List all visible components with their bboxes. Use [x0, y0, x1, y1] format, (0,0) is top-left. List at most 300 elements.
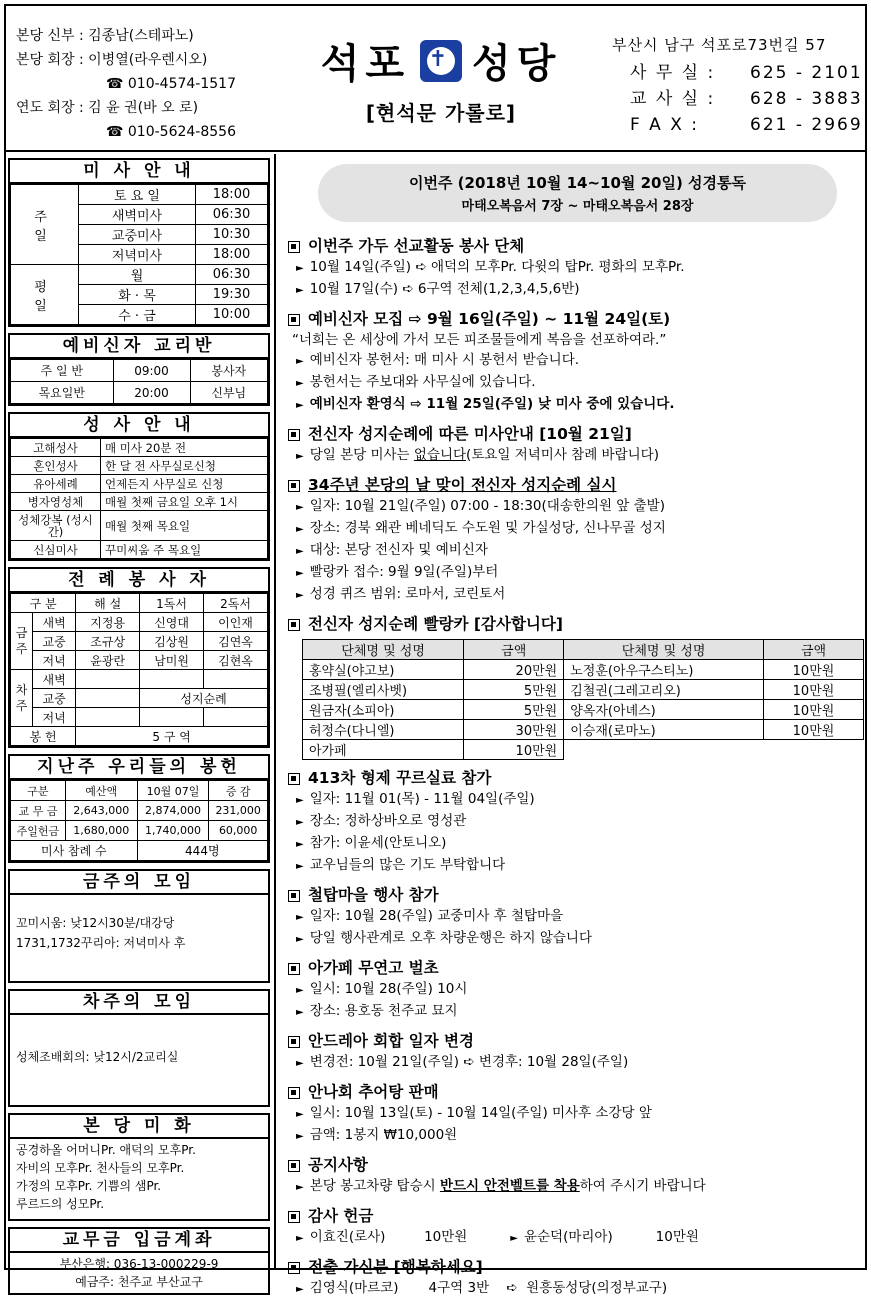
section-title: [288, 1257, 865, 1278]
text: 아가페 무연고 벌초: [308, 959, 439, 977]
table-cell: 양옥자(아녜스): [564, 700, 764, 720]
list-item: [288, 394, 865, 416]
table-cell: 단체명 및 성명: [564, 640, 764, 660]
list-item: [288, 257, 865, 279]
list-item: [288, 1278, 865, 1300]
table-cell: 주일헌금: [11, 821, 66, 841]
text: 일자: 10월 21일(주일) 07:00 - 18:30(대송한의원 앞 출발): [309, 498, 665, 514]
table-cell: 06:30: [196, 205, 268, 225]
table-cell: 성체강복 (성시간): [11, 511, 101, 541]
text: 안드레아 회합 일자 변경: [308, 1032, 474, 1050]
mass-schedule-table: [10, 184, 268, 325]
list-item: [288, 350, 865, 372]
text: 일시: 10월 28(주일) 10시: [309, 981, 468, 997]
this-week-meeting-title: 금주의 모임: [10, 871, 268, 895]
federation-line: 연도 회장 : 김 윤 권(바 오 로): [16, 100, 199, 116]
triangle-bullet-icon: ►: [296, 400, 304, 411]
text: 628 - 3883: [750, 89, 863, 109]
table-cell: 미사 참례 수: [11, 841, 138, 861]
next-week-meeting-title: 차주의 모임: [10, 991, 268, 1015]
table-row: [303, 700, 864, 720]
table-cell: 10만원: [764, 700, 864, 720]
triangle-bullet-icon: ►: [296, 451, 304, 462]
triangle-bullet-icon: ►: [296, 817, 304, 828]
text: 대상: 본당 전신자 및 예비신자: [309, 542, 488, 558]
text: 413차 형제 꾸르실료 참가: [308, 769, 492, 787]
sacrament-box: [8, 412, 270, 561]
bullet-square-icon: [288, 314, 300, 326]
bullet-square-icon: [288, 890, 300, 902]
triangle-bullet-icon: ►: [296, 1058, 304, 1069]
table-row: [303, 720, 864, 740]
bullet-square-icon: [288, 1087, 300, 1099]
text: 예비신자 환영식 ⇨ 11월 25일(주일) 낮 미사 중에 있습니다.: [309, 396, 675, 412]
bullet-square-icon: [288, 773, 300, 785]
text: 성체조배회의: 낮12시/2교리실: [16, 1050, 179, 1064]
table-cell: 교중: [33, 632, 76, 651]
list-item: [288, 979, 865, 1001]
table-cell: 1,680,000: [65, 821, 137, 841]
sacrament-table: [10, 438, 268, 559]
table-cell: 허정수(다니엘): [303, 720, 464, 740]
table-cell: [204, 670, 268, 689]
text: 성경 퀴즈 범위: 로마서, 코린토서: [309, 586, 506, 602]
church-subtitle: [현석문 가롤로]: [365, 101, 517, 125]
table-cell: 홍약실(야고보): [303, 660, 464, 680]
table-cell: 이인재: [204, 613, 268, 632]
table-cell: 30만원: [464, 720, 564, 740]
table-cell: 예산액: [65, 781, 137, 801]
president-line: 본당 회장 : 이병열(라우렌시오): [16, 52, 208, 68]
table-cell: 봉 헌: [11, 727, 76, 746]
triangle-bullet-icon: ►: [296, 934, 304, 945]
text: 자비의 모후Pr. 천사들의 모후Pr.: [16, 1161, 185, 1175]
text: 34주년 본당의 날 맞이 전신자 성지순례 실시: [308, 476, 617, 494]
section-title: [288, 1082, 865, 1103]
section-title: [288, 958, 865, 979]
table-cell: 19:30: [196, 285, 268, 305]
table-cell: 1독서: [140, 594, 204, 613]
table-cell: 차 주: [11, 670, 33, 727]
list-item: [288, 811, 865, 833]
federation-phone: ☎ 010-5624-8556: [106, 124, 236, 140]
weekday-label: 평 일: [11, 265, 79, 325]
table-cell: 해 설: [76, 594, 140, 613]
table-cell: 한 달 전 사무실로신청: [101, 457, 268, 475]
table-cell: [76, 708, 140, 727]
section-donations: [288, 614, 865, 760]
bullet-square-icon: [288, 1160, 300, 1172]
table-cell: 지정용: [76, 613, 140, 632]
table-cell: [204, 708, 268, 727]
triangle-bullet-icon: ►: [296, 912, 304, 923]
table-cell: 매월 첫째 목요일: [101, 511, 268, 541]
text: 이번주 가두 선교활동 봉사 단체: [308, 237, 525, 255]
table-cell: 5 구 역: [76, 727, 268, 746]
triangle-bullet-icon: ►: [296, 378, 304, 389]
right-column: [274, 154, 865, 1296]
text: 전출 가신분 [행복하세요]: [308, 1258, 483, 1276]
list-item: [288, 1001, 865, 1023]
table-cell: 10만원: [764, 660, 864, 680]
table-cell: 신영대: [140, 613, 204, 632]
devotion-title: 본 당 미 화: [10, 1115, 268, 1139]
bulletin-frame: [4, 4, 867, 1296]
mass-schedule-title: 미 사 안 내: [10, 160, 268, 184]
table-cell: 이승재(로마노): [564, 720, 764, 740]
table-cell: 1,740,000: [137, 821, 209, 841]
text: 감사 헌금: [308, 1207, 374, 1225]
table-cell: 새벽: [33, 613, 76, 632]
section-title: [288, 1206, 865, 1227]
text: 참가: 이윤세(안토니오): [309, 835, 447, 851]
table-cell: 월: [79, 265, 196, 285]
table-cell: 고해성사: [11, 439, 101, 457]
list-item: [288, 1052, 865, 1074]
text: 변경전: 10월 21일(주일) ➪ 변경후: 10월 28일(주일): [309, 1054, 629, 1070]
catechumen-title: 예비신자 교리반: [10, 335, 268, 359]
list-item: [288, 833, 865, 855]
text: 가정의 모후Pr. 기쁨의 샘Pr.: [16, 1179, 162, 1193]
bullet-square-icon: [288, 619, 300, 631]
table-cell: 18:00: [196, 185, 268, 205]
list-item: [288, 584, 865, 606]
table-cell: 저녁: [33, 708, 76, 727]
text: 당일 행사관계로 오후 차량운행은 하지 않습니다: [309, 930, 592, 946]
president-phone: ☎ 010-4574-1517: [106, 76, 236, 92]
table-cell: 금액: [764, 640, 864, 660]
table-cell: 교중: [33, 689, 76, 708]
table-cell: 성지순례: [140, 689, 268, 708]
list-item: [288, 496, 865, 518]
table-cell: 김철권(그레고리오): [564, 680, 764, 700]
triangle-bullet-icon: ►: [296, 524, 304, 535]
table-cell: 구 분: [11, 594, 76, 613]
offerings-box: [8, 754, 270, 863]
table-cell: 20:00: [113, 382, 190, 404]
text: 빨랑카 접수: 9월 9일(주일)부터: [309, 564, 499, 580]
bullet-square-icon: [288, 480, 300, 492]
catechumen-box: [8, 333, 270, 406]
devotion-box: [8, 1113, 270, 1221]
donation-table: [302, 639, 864, 760]
list-item: [288, 445, 865, 467]
section-title: [288, 309, 865, 330]
contact-office: [612, 60, 863, 86]
section-catechumen-recruit: [288, 309, 865, 416]
bullet-square-icon: [288, 963, 300, 975]
text: 일시: 10월 13일(토) - 10월 14일(주일) 미사후 소강당 앞: [309, 1105, 652, 1121]
list-item: [288, 279, 865, 301]
table-cell: 꾸미씨움 주 목요일: [101, 541, 268, 559]
text: 일자: 10월 28(주일) 교중미사 후 철탑마을: [309, 908, 564, 924]
text: 장소: 용호동 천주교 묘지: [309, 1003, 458, 1019]
triangle-bullet-icon: ►: [296, 590, 304, 601]
table-cell: 20만원: [464, 660, 564, 680]
table-cell: 김상원: [140, 632, 204, 651]
list-item: [288, 928, 865, 950]
triangle-bullet-icon: ►: [296, 795, 304, 806]
table-cell: 목요일반: [11, 382, 114, 404]
table-cell: 수 · 금: [79, 305, 196, 325]
table-cell: [76, 689, 140, 708]
text: 철탑마을 행사 참가: [308, 886, 439, 904]
text: F A X :: [630, 115, 699, 135]
table-cell: 10:30: [196, 225, 268, 245]
text: 부산은행: 036-13-000229-9: [59, 1257, 219, 1271]
text: 공지사항: [308, 1156, 368, 1174]
section-title: [288, 614, 865, 635]
list-item: [288, 855, 865, 877]
table-cell: 병자영성체: [11, 493, 101, 511]
text: 금액: 1봉지 ₩10,000원: [309, 1127, 458, 1143]
section-title: [288, 1031, 865, 1052]
text: 사 무 실 :: [630, 63, 716, 83]
liturgy-servers-title: 전 례 봉 사 자: [10, 569, 268, 593]
text: 예비신자 모집 ⇨ 9월 16일(주일) ~ 11월 24일(토): [308, 310, 671, 328]
table-cell: 노정훈(아우구스티노): [564, 660, 764, 680]
text: 봉헌서는 주보대와 사무실에 있습니다.: [309, 374, 536, 390]
list-item: [288, 1176, 865, 1198]
bible-reading-banner: [318, 164, 837, 222]
table-cell: 10만원: [464, 740, 564, 760]
table-cell: 231,000: [209, 801, 268, 821]
table-cell: [76, 670, 140, 689]
table-cell: 09:00: [113, 360, 190, 382]
text: 꼬미시움: 낮12시30분/대강당: [16, 916, 175, 930]
table-cell: 남미원: [140, 651, 204, 670]
table-cell: 18:00: [196, 245, 268, 265]
bullet-square-icon: [288, 1211, 300, 1223]
text: 장소: 경북 왜관 베네딕도 수도원 및 가실성당, 신나무골 성지: [309, 520, 666, 536]
section-title: [288, 885, 865, 906]
bible-reading-range: 마태오복음서 7장 ~ 마태오복음서 28장: [461, 199, 694, 214]
table-cell: [140, 670, 204, 689]
this-week-meeting-list: [10, 895, 268, 981]
sacrament-title: 성 사 안 내: [10, 414, 268, 438]
section-street-mission: [288, 236, 865, 301]
table-row: [303, 740, 864, 760]
text: 전신자 성지순례 빨랑카 [감사합니다]: [308, 615, 563, 633]
church-logo-icon: [420, 40, 462, 82]
section-title: [288, 768, 865, 789]
list-item: [288, 518, 865, 540]
sunday-label: 주 일: [11, 185, 79, 265]
table-cell: 444명: [137, 841, 267, 861]
table-cell: 봉사자: [190, 360, 267, 382]
left-column: [8, 154, 270, 1295]
section-title: [288, 424, 865, 445]
bullet-square-icon: [288, 1036, 300, 1048]
text: 625 - 2101: [750, 63, 863, 83]
triangle-bullet-icon: ►: [296, 861, 304, 872]
table-cell: 혼인성사: [11, 457, 101, 475]
bullet-square-icon: [288, 241, 300, 253]
liturgy-servers-box: [8, 567, 270, 748]
text: 하여 주시기 바랍니다: [579, 1178, 706, 1194]
text: 교우님들의 많은 기도 부탁합니다: [309, 857, 506, 873]
table-cell: 윤광란: [76, 651, 140, 670]
scripture-quote: “너희는 온 세상에 가서 모든 피조물들에게 복음을 선포하여라.”: [292, 332, 667, 348]
text: 윤순덕(마리아) 10만원: [523, 1229, 699, 1245]
text: 루르드의 성모Pr.: [16, 1197, 105, 1211]
text: 10월 17일(수) ➪ 6구역 전체(1,2,3,4,5,6반): [309, 281, 580, 297]
this-week-meeting-box: [8, 869, 270, 983]
bullet-square-icon: [288, 1262, 300, 1274]
triangle-bullet-icon: ►: [296, 568, 304, 579]
next-week-meeting-list: [10, 1015, 268, 1105]
text: 본당 봉고차량 탑승시: [309, 1178, 440, 1194]
text: 예비신자 봉헌서: 매 미사 시 봉헌서 받습니다.: [309, 352, 580, 368]
text: (토요일 저녁미사 참례 바랍니다): [466, 447, 659, 463]
table-cell: 10:00: [196, 305, 268, 325]
section-title: [288, 236, 865, 257]
offerings-title: 지난주 우리들의 봉헌: [10, 756, 268, 780]
table-cell: 김현옥: [204, 651, 268, 670]
table-cell: 저녁: [33, 651, 76, 670]
table-cell: 10만원: [764, 720, 864, 740]
text: 없습니다: [413, 447, 467, 463]
section-notice: [288, 1155, 865, 1198]
pastor-line: 본당 신부 : 김종남(스테파노): [16, 28, 194, 44]
section-agape-grave: [288, 958, 865, 1023]
section-transfer-out: [288, 1257, 865, 1300]
list-item: [288, 789, 865, 811]
bible-reading-title: 이번주 (2018년 10월 14~10월 20일) 성경통독: [408, 174, 747, 192]
triangle-bullet-icon: ►: [296, 839, 304, 850]
section-andrea-meeting: [288, 1031, 865, 1074]
table-cell: 유아세례: [11, 475, 101, 493]
table-cell: 매 미사 20분 전: [101, 439, 268, 457]
church-title-block: [306, 32, 576, 126]
devotion-list: [10, 1139, 268, 1219]
table-row: [303, 660, 864, 680]
table-cell: 5만원: [464, 680, 564, 700]
table-cell: 10만원: [764, 680, 864, 700]
triangle-bullet-icon: ►: [296, 546, 304, 557]
section-anna-sale: [288, 1082, 865, 1147]
text: 전신자 성지순례에 따른 미사안내 [10월 21일]: [308, 425, 632, 443]
table-cell: 김연옥: [204, 632, 268, 651]
table-cell: [764, 740, 864, 760]
bullet-square-icon: [288, 429, 300, 441]
text: 공경하올 어머니Pr. 애덕의 모후Pr.: [16, 1143, 196, 1157]
section-village-event: [288, 885, 865, 950]
contact-fax: [612, 112, 863, 138]
catechumen-table: [10, 359, 268, 404]
table-cell: 교 무 금: [11, 801, 66, 821]
text: 이효진(로사) 10만원: [309, 1229, 468, 1245]
table-cell: 2독서: [204, 594, 268, 613]
triangle-bullet-icon: ►: [296, 356, 304, 367]
list-item: [288, 562, 865, 584]
table-cell: [140, 708, 204, 727]
table-cell: 토 요 일: [79, 185, 196, 205]
table-cell: 2,874,000: [137, 801, 209, 821]
table-cell: 5만원: [464, 700, 564, 720]
list-item: [288, 372, 865, 394]
triangle-bullet-icon: ►: [296, 1109, 304, 1120]
table-cell: 아가페: [303, 740, 464, 760]
triangle-bullet-icon: ►: [296, 1007, 304, 1018]
triangle-bullet-icon: ►: [296, 285, 304, 296]
table-cell: 구분: [11, 781, 66, 801]
table-cell: 언제든지 사무실로 신청: [101, 475, 268, 493]
table-cell: 저녁미사: [79, 245, 196, 265]
triangle-bullet-icon: ►: [296, 985, 304, 996]
triangle-bullet-icon: ►: [296, 1131, 304, 1142]
table-cell: 조규상: [76, 632, 140, 651]
text: 621 - 2969: [750, 115, 863, 135]
contact-teachers: [612, 86, 863, 112]
offerings-table: [10, 780, 268, 861]
table-cell: 10월 07일: [137, 781, 209, 801]
triangle-bullet-icon: ►: [510, 1233, 518, 1244]
table-cell: 화 · 목: [79, 285, 196, 305]
triangle-bullet-icon: ►: [296, 1182, 304, 1193]
text: 김영식(마르코) 4구역 3반 ➪ 원흥동성당(의정부교구): [309, 1280, 668, 1296]
next-week-meeting-box: [8, 989, 270, 1107]
table-cell: 원금자(소피아): [303, 700, 464, 720]
table-cell: 주 일 반: [11, 360, 114, 382]
church-name-right: 성당: [472, 41, 562, 87]
table-cell: 증 감: [209, 781, 268, 801]
liturgy-servers-table: [10, 593, 268, 746]
section-title: [288, 1155, 865, 1176]
table-cell: 신심미사: [11, 541, 101, 559]
text: 장소: 정하상바오로 영성관: [309, 813, 467, 829]
text: 1731,1732꾸리아: 저녁미사 후: [16, 936, 186, 950]
text: 교 사 실 :: [630, 89, 716, 109]
triangle-bullet-icon: ►: [296, 1284, 304, 1295]
header-officers: [16, 24, 236, 144]
list-item: [288, 1125, 865, 1147]
table-cell: [564, 740, 764, 760]
section-cursillo: [288, 768, 865, 877]
table-cell: 60,000: [209, 821, 268, 841]
list-item: [288, 906, 865, 928]
table-cell: 단체명 및 성명: [303, 640, 464, 660]
list-item: [288, 1103, 865, 1125]
table-row: [303, 680, 864, 700]
triangle-bullet-icon: ►: [296, 502, 304, 513]
mass-schedule-box: [8, 158, 270, 327]
table-cell: 신부님: [190, 382, 267, 404]
table-cell: 금액: [464, 640, 564, 660]
account-box: [8, 1227, 270, 1295]
table-cell: 새벽: [33, 670, 76, 689]
header-contacts: [612, 32, 863, 138]
triangle-bullet-icon: ►: [296, 263, 304, 274]
church-title: [306, 32, 576, 89]
church-address: 부산시 남구 석포로73번길 57: [612, 36, 827, 54]
church-name-left: 석포: [320, 41, 410, 87]
list-item: [288, 540, 865, 562]
text: 반드시 안전벨트를 착용: [439, 1178, 580, 1194]
table-cell: 새벽미사: [79, 205, 196, 225]
table-cell: 매월 첫째 금요일 오후 1시: [101, 493, 268, 511]
text: 일자: 11월 01(목) - 11월 04일(주일): [309, 791, 535, 807]
header: [6, 6, 865, 152]
table-cell: 조병필(엘리사벳): [303, 680, 464, 700]
section-title: [288, 475, 865, 496]
section-pilgrimage: [288, 475, 865, 606]
text: 10월 14일(주일) ➪ 애덕의 모후Pr. 다윗의 탑Pr. 평화의 모후Pr.: [309, 259, 685, 275]
section-thanks-offering: [288, 1206, 865, 1249]
table-cell: 2,643,000: [65, 801, 137, 821]
account-title: 교무금 입금계좌: [10, 1229, 268, 1253]
text: 예금주: 천주교 부산교구: [75, 1275, 203, 1289]
